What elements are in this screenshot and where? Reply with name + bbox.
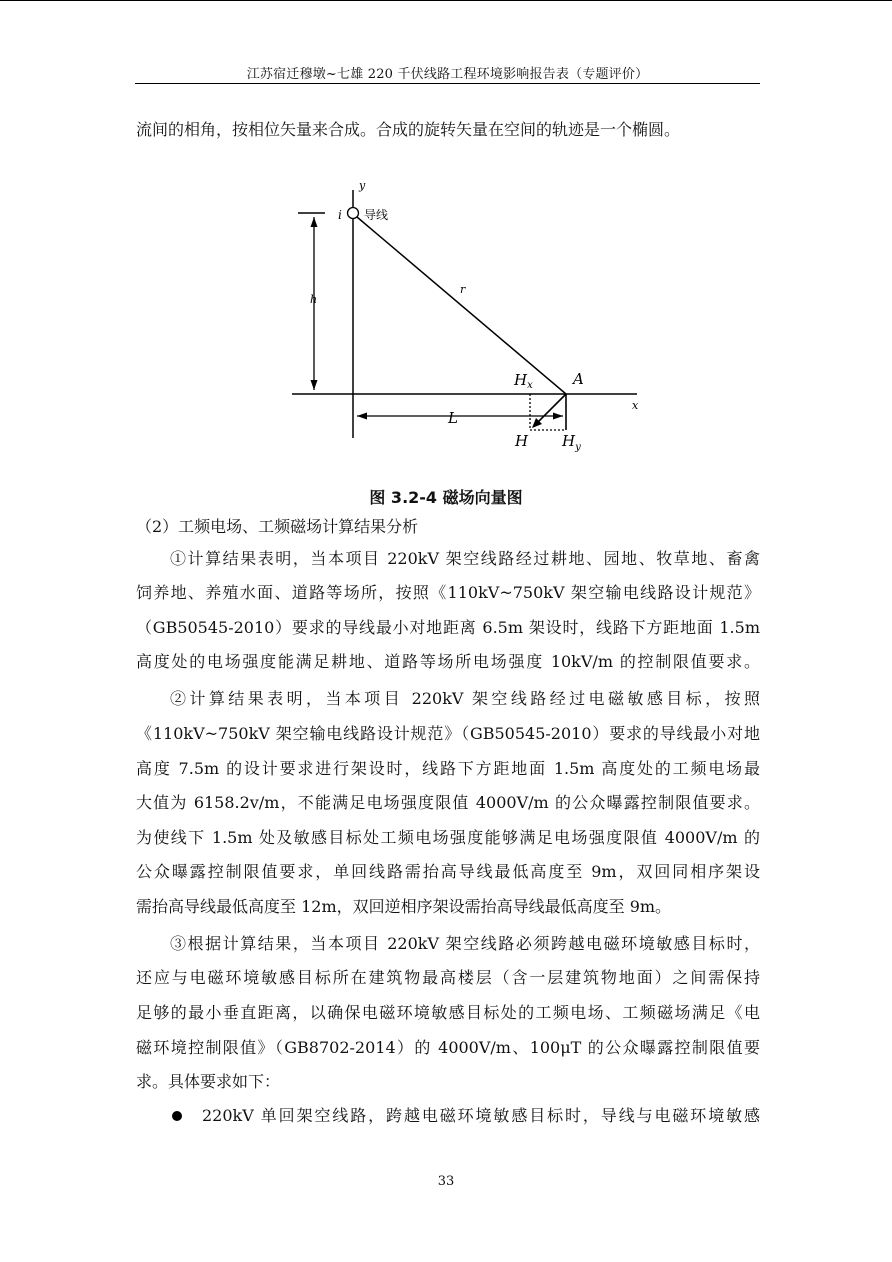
current-label: i [338,208,342,222]
para3-line: 足够的最小垂直距离，以确保电磁环境敏感目标处的工频电场、工频磁场满足《电 [136,1003,760,1022]
para1-line: ①计算结果表明，当本项目 220kV 架空线路经过耕地、园地、牧草地、畜禽 [170,549,760,568]
l-label: L [448,409,458,427]
h-label: H [515,432,529,450]
header-rule [135,83,760,84]
para2-line: 公众曝露控制限值要求，单回线路需抬高导线最低高度至 9m，双回同相序架设 [136,862,760,881]
figure-caption: 图 3.2-4 磁场向量图 [369,488,523,507]
point-a-label: A [573,370,584,388]
para1-line: 高度处的电场强度能满足耕地、道路等场所电场强度 10kV/m 的控制限值要求。 [136,652,760,671]
page-number: 33 [437,1174,455,1189]
para2-line: 大值为 6158.2v/m，不能满足电场强度限值 4000V/m 的公众曝露控制限值要求。 [136,793,760,812]
para2-line: 需抬高导线最低高度至 12m，双回逆相序架设需抬高导线最低高度至 9m。 [136,897,672,916]
para2-line: 高度 7.5m 的设计要求进行架设时，线路下方距地面 1.5m 高度处的工频电场最 [136,759,760,778]
para2-line: 为使线下 1.5m 处及敏感目标处工频电场强度能够满足电场强度限值 4000V/m 的 [136,828,760,847]
para1-line: 饲养地、养殖水面、道路等场所，按照《110kV~750kV 架空输电线路设计规范》 [136,583,760,602]
h-vector [535,394,566,425]
distance-label-r: r [460,283,466,296]
para3-line: ③根据计算结果，当本项目 220kV 架空线路必须跨越电磁环境敏感目标时， [170,934,760,953]
para3-line: 求。具体要求如下： [136,1072,281,1091]
conductor-label: 导线 [364,208,389,222]
distance-line-r [357,217,566,394]
magnetic-vector-diagram [285,176,645,456]
para3-line: 磁环境控制限值》（GB8702-2014）的 4000V/m、100μT 的公众曝露控制限值要 [136,1038,760,1057]
hy-label: $H_y$ [562,432,581,453]
l-arrow-left [357,413,367,420]
para3-line: 还应与电磁环境敏感目标所在建筑物最高楼层（含一层建筑物地面）之间需保持 [136,968,760,987]
height-label: h [310,293,318,306]
x-axis-label: x [632,399,639,412]
conductor-circle [348,208,359,219]
para2-line: ②计算结果表明，当本项目 220kV 架空线路经过电磁敏感目标，按照 [170,689,760,708]
para2-line: 《110kV~750kV 架空输电线路设计规范》（GB50545-2010）要求的导线最小对地 [136,724,760,743]
section-heading: （2）工频电场、工频磁场计算结果分析 [136,517,419,536]
y-axis-label: y [359,179,366,192]
height-arrow-bottom [311,380,318,390]
bullet-icon [172,1111,182,1121]
height-arrow-top [311,217,318,227]
para1-line: （GB50545-2010）要求的导线最小对地距离 6.5m 架设时，线路下方距地面 1.5m [136,618,760,637]
l-arrow-right [553,413,563,420]
top-border [0,0,892,1]
hx-label: $H_x$ [514,371,533,391]
page-header: 江苏宿迁穆墩~七雄 220 千伏线路工程环境影响报告表（专题评价） [246,67,649,82]
intro-line: 流间的相角，按相位矢量来合成。合成的旋转矢量在空间的轨迹是一个椭圆。 [136,120,681,139]
bullet-item: 220kV 单回架空线路，跨越电磁环境敏感目标时，导线与电磁环境敏感 [202,1106,760,1125]
